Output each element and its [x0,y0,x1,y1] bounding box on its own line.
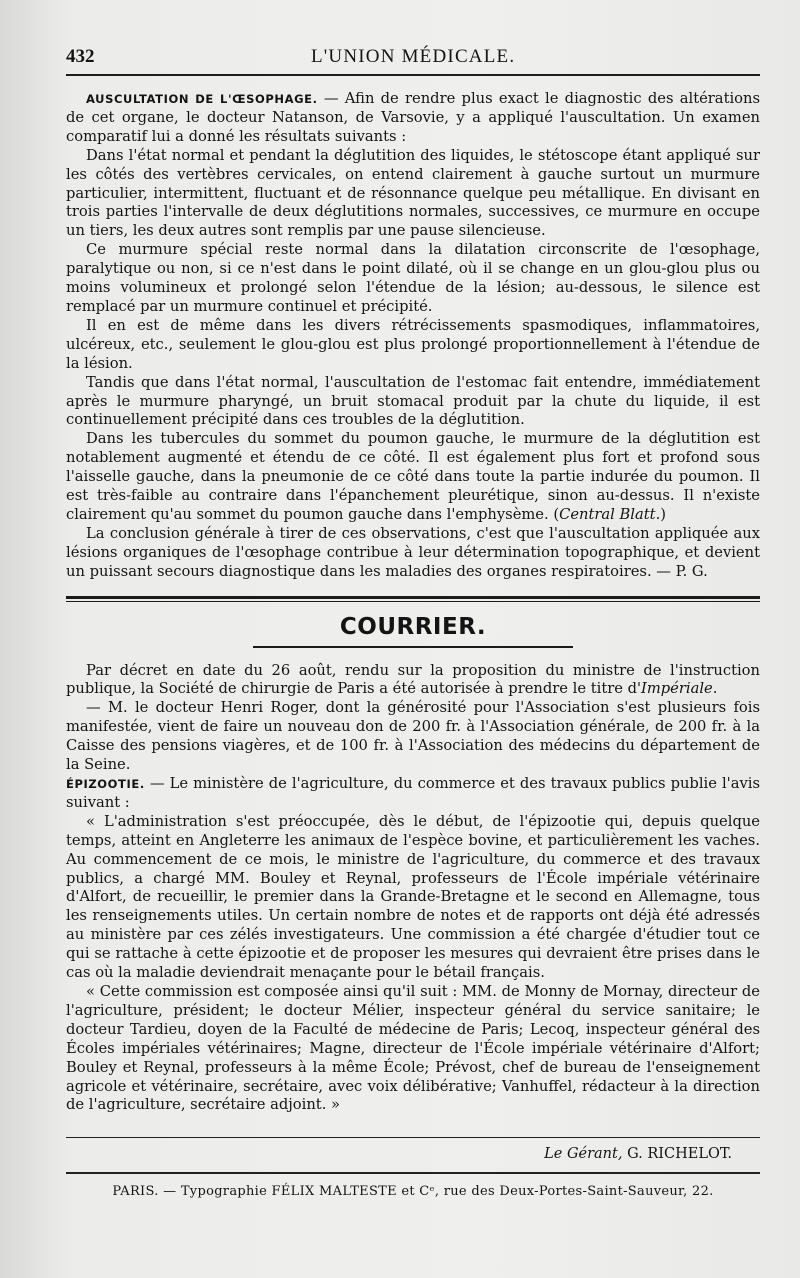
courrier-paragraph: « Cette commission est composée ainsi qu'il suit : MM. de Monny de Mornay, directeur de l'agriculture, président; le docteur Mélier, inspecteur général du service sanitaire; le docteur Tardieu, doyen de la Faculté de médecine de Paris; Lecoq, inspecteur général des Écoles impériales vétérinaires; Magne, directeur de l'École impériale vétérinaire d'Alfort; Bouley et Reynal, professeurs à la même École; Prévost, chef de bureau de l'enseignement agricole et vétérinaire, secrétaire, avec voix délibérative; Vanhuffel, rédacteur à la direction de l'agriculture, secrétaire adjoint. » [66,982,760,1114]
article-paragraph: Dans les tubercules du sommet du poumon gauche, le murmure de la déglutition est notablement augmenté et étendu de ce côté. Il est également plus fort et profond sous l'aisselle gauche, dans la pneumonie de ce côté dans toute la partie indurée du poumon. Il est très-faible au contraire dans l'épanchement pleurétique, sinon au-dessus. Il n'existe clairement qu'au sommet du poumon gauche dans l'emphysème. (Central Blatt.) [66,430,760,523]
footer-rule [66,1137,760,1138]
article-paragraph: La conclusion générale à tirer de ces observations, c'est que l'auscultation appliquée aux lésions organiques de l'œsophage contribue à leur détermination topographique, et devient un puissant secours diagnostique dans les maladies des organes respiratoires. — P. G. [66,524,760,580]
source-citation: Central Blatt. [559,505,661,523]
section-courrier [66,662,760,1116]
courrier-paragraph: ÉPIZOOTIE. — Le ministère de l'agriculture, du commerce et des travaux publics publie l'avis suivant : [66,775,760,811]
italic-title: Impériale [641,680,713,698]
footer-rule-bottom [66,1172,760,1174]
article-paragraph: AUSCULTATION DE L'ŒSOPHAGE. — Afin de rendre plus exact le diagnostic des altérations de cet organe, le docteur Natanson, de Varsovie, y a appliqué l'auscultation. Un examen comparatif lui a donné les résultats suivants : [66,90,761,145]
article-paragraph: Ce murmure spécial reste normal dans la dilatation circonscrite de l'œsophage, paralytique ou non, si ce n'est dans le point dilaté, où il se change en un glou-glou plus ou moins volumineux et prolongé selon l'étendue de la lésion; au-dessous, le silence est remplacé par un murmure continuel et précipité. [66,241,760,315]
article-paragraph: Dans l'état normal et pendant la déglutition des liquides, le stétoscope étant appliqué sur les côtés des vertèbres cervicales, on entend clairement à gauche surtout un murmure particulier, intermittent, fluctuant et de résonnance quelque peu métallique. En divisant en trois parties l'intervalle de deux déglutitions normales, successives, ce murmure en occupe un tiers, les deux autres sont remplis par une pause silencieuse. [66,146,760,240]
section-title: COURRIER. [339,613,487,640]
article-paragraph: Il en est de même dans les divers rétrécissements spasmodiques, inflammatoires, ulcéreux, etc., seulement le glou-glou est plus prolongé proportionnellement à l'étendue de la lésion. [66,316,760,372]
page-header [66,46,760,76]
courrier-paragraph: « L'administration s'est préoccupée, dès le début, de l'épizootie qui, depuis quelque temps, atteint en Angleterre les animaux de l'espèce bovine, et particulièrement les vaches. Au commencement de ce mois, le ministre de l'agriculture, du commerce et des travaux publics, a chargé MM. Bouley et Reynal, professeurs de l'École impériale vétérinaire d'Alfort, de recueillir, le premier dans la Grande-Bretagne et le second en Allemagne, tous les renseignements utiles. Un certain nombre de notes et de rapports ont déjà été adressés au ministère par ces zélés investigateurs. Une commission a été chargée d'étudier tout ce qui se rattache à cette épizootie et de proposer les mesures qui devraient être prises dans le cas où la maladie deviendrait menaçante pour le bétail français. [66,812,760,982]
courrier-paragraph: — M. le docteur Henri Roger, dont la générosité pour l'Association s'est plusieurs fois manifestée, vient de faire un nouveau don de 200 fr. à l'Association générale, de 200 fr. à la Caisse des pensions viagères, et de 100 fr. à l'Association des médecins du département de la Seine. [66,699,760,774]
gerant-signature: Le Gérant, G. RICHELOT. [544,1146,732,1163]
article-auscultation [66,90,760,582]
article-heading: AUSCULTATION DE L'ŒSOPHAGE. [86,92,318,106]
title-underline [253,646,573,648]
section-divider [66,596,760,602]
page-number: 432 [66,46,95,67]
printer-imprint: PARIS. — Typographie FÉLIX MALTESTE et Cᵉ, rue des Deux-Portes-Saint-Sauveur, 22. [112,1184,714,1200]
epizootie-heading: ÉPIZOOTIE. [66,777,145,791]
running-title: L'UNION MÉDICALE. [311,46,516,67]
courrier-paragraph: Par décret en date du 26 août, rendu sur la proposition du ministre de l'instruction publique, la Société de chirurgie de Paris a été autorisée à prendre le titre d'Impériale. [66,661,760,698]
article-paragraph: Tandis que dans l'état normal, l'auscultation de l'estomac fait entendre, immédiatement après le murmure pharyngé, un bruit stomacal produit par la chute du liquide, il est continuellement précipité dans ces troubles de la déglutition. [66,373,760,429]
